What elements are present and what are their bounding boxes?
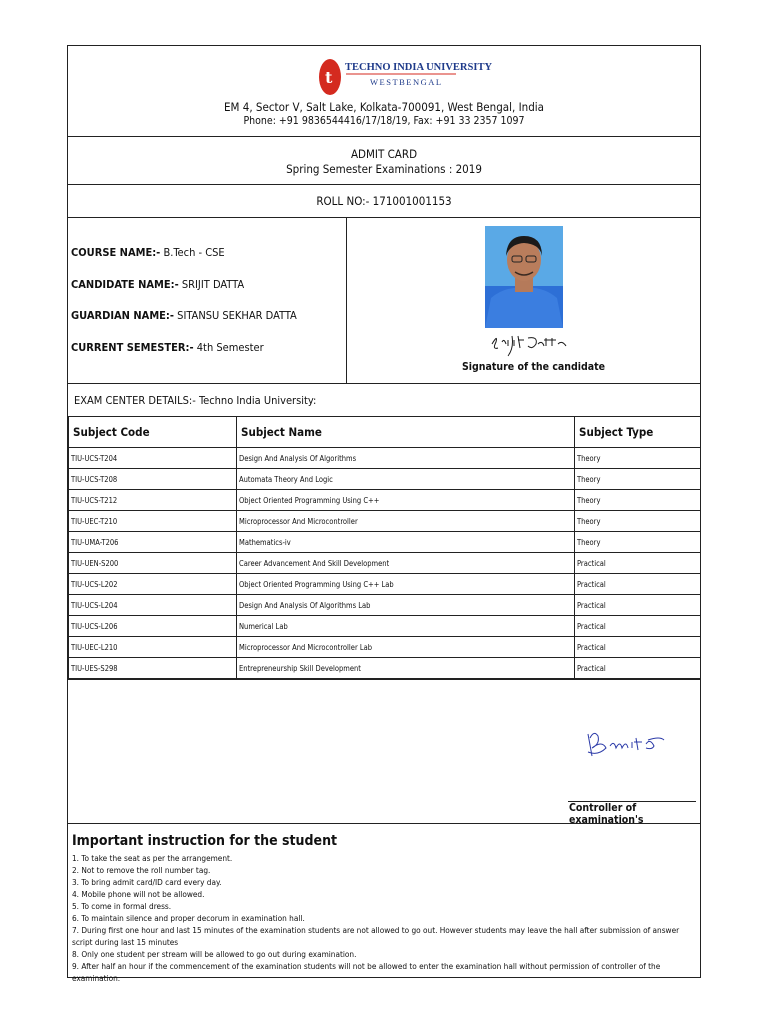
instruction-item: 7. During first one hour and last 15 minutes of the examination students are not allowed to go out. However students may leave the hall after submission of answer script during last 15 minutes	[72, 925, 680, 947]
divider	[68, 217, 700, 218]
university-phone: Phone: +91 9836544416/17/18/19, Fax: +91 33 2357 1097	[243, 115, 525, 127]
subject-name: Career Advancement And Skill Development	[237, 553, 575, 574]
current-semester: CURRENT SEMESTER:- 4th Semester	[71, 341, 264, 354]
header-subject-name: Subject Name	[237, 417, 575, 448]
subject-type: Theory	[575, 532, 701, 553]
table-row	[69, 448, 701, 469]
subject-code: TIU-UCS-T204	[69, 448, 237, 469]
svg-text:t: t	[325, 68, 333, 87]
table-row	[69, 469, 701, 490]
subject-name: Design And Analysis Of Algorithms	[237, 448, 575, 469]
subject-type: Theory	[575, 511, 701, 532]
roll-number: ROLL NO:- 171001001153	[316, 194, 452, 208]
subject-code: TIU-UCS-L204	[69, 595, 237, 616]
table-row	[69, 658, 701, 680]
divider	[68, 184, 700, 185]
instruction-item: 6. To maintain silence and proper decorum in examination hall.	[72, 913, 305, 923]
subject-type: Practical	[575, 553, 701, 574]
subject-type: Practical	[575, 574, 701, 595]
logo-state: WESTBENGAL	[370, 77, 443, 87]
divider	[68, 136, 700, 137]
subject-type: Practical	[575, 595, 701, 616]
subject-name: Microprocessor And Microcontroller	[237, 511, 575, 532]
subject-type: Theory	[575, 469, 701, 490]
guardian-name: GUARDIAN NAME:- SITANSU SEKHAR DATTA	[71, 309, 297, 322]
subject-code: TIU-UMA-T206	[69, 532, 237, 553]
candidate-signature-label: Signature of the candidate	[462, 361, 606, 373]
subject-code: TIU-UEC-T210	[69, 511, 237, 532]
admit-card-title: ADMIT CARD	[350, 147, 418, 161]
instruction-item: 5. To come in formal dress.	[72, 901, 172, 911]
subject-name: Design And Analysis Of Algorithms Lab	[237, 595, 575, 616]
divider	[68, 823, 700, 824]
subject-code: TIU-UCS-L202	[69, 574, 237, 595]
instruction-item: 9. After half an hour if the commencement of the examination students will not be allowed to enter the examination hall without permission of controller of the examination.	[72, 961, 661, 983]
instruction-item: 2. Not to remove the roll number tag.	[72, 865, 211, 875]
candidate-signature	[488, 330, 570, 358]
table-row	[69, 553, 701, 574]
divider	[68, 383, 700, 384]
instruction-item: 1. To take the seat as per the arrangement.	[72, 853, 233, 863]
table-row	[69, 595, 701, 616]
subject-code: TIU-UEC-L210	[69, 637, 237, 658]
exam-center-details: EXAM CENTER DETAILS:- Techno India University:	[74, 394, 317, 407]
subject-type: Practical	[575, 658, 701, 680]
subject-code: TIU-UCS-T212	[69, 490, 237, 511]
admit-card	[67, 45, 701, 983]
subject-type: Theory	[575, 448, 701, 469]
header-subject-code: Subject Code	[69, 417, 237, 448]
subject-table	[68, 416, 701, 680]
subject-name: Numerical Lab	[237, 616, 575, 637]
exam-title: Spring Semester Examinations : 2019	[286, 162, 482, 176]
instructions-list	[72, 852, 694, 984]
subject-name: Microprocessor And Microcontroller Lab	[237, 637, 575, 658]
subject-code: TIU-UCS-L206	[69, 616, 237, 637]
subject-name: Automata Theory And Logic	[237, 469, 575, 490]
instruction-item: 8. Only one student per stream will be allowed to go out during examination.	[72, 949, 357, 959]
subject-type: Practical	[575, 616, 701, 637]
logo-university-name: TECHNO INDIA UNIVERSITY	[345, 62, 493, 73]
subject-name: Object Oriented Programming Using C++	[237, 490, 575, 511]
subject-code: TIU-UCS-T208	[69, 469, 237, 490]
subject-name: Object Oriented Programming Using C++ Lab	[237, 574, 575, 595]
university-address: EM 4, Sector V, Salt Lake, Kolkata-700091, West Bengal, India	[224, 100, 544, 114]
table-header-row	[69, 417, 701, 448]
column-divider	[346, 217, 347, 383]
table-row	[69, 637, 701, 658]
instruction-item: 3. To bring admit card/ID card every day.	[72, 877, 222, 887]
subject-type: Practical	[575, 637, 701, 658]
subject-code: TIU-UES-S298	[69, 658, 237, 680]
table-row	[69, 490, 701, 511]
subject-code: TIU-UEN-S200	[69, 553, 237, 574]
controller-label: Controller of examination's	[569, 802, 644, 826]
course-name: COURSE NAME:- B.Tech - CSE	[71, 246, 225, 259]
subject-type: Theory	[575, 490, 701, 511]
table-row	[69, 532, 701, 553]
university-logo	[318, 56, 493, 98]
table-row	[69, 511, 701, 532]
candidate-name: CANDIDATE NAME:- SRIJIT DATTA	[71, 278, 245, 291]
subject-name: Entrepreneurship Skill Development	[237, 658, 575, 680]
instruction-item: 4. Mobile phone will not be allowed.	[72, 889, 205, 899]
candidate-photo	[485, 226, 563, 328]
controller-signature	[580, 726, 670, 766]
header-subject-type: Subject Type	[575, 417, 701, 448]
subject-name: Mathematics-iv	[237, 532, 575, 553]
instructions-title: Important instruction for the student	[72, 833, 338, 849]
table-row	[69, 574, 701, 595]
table-row	[69, 616, 701, 637]
